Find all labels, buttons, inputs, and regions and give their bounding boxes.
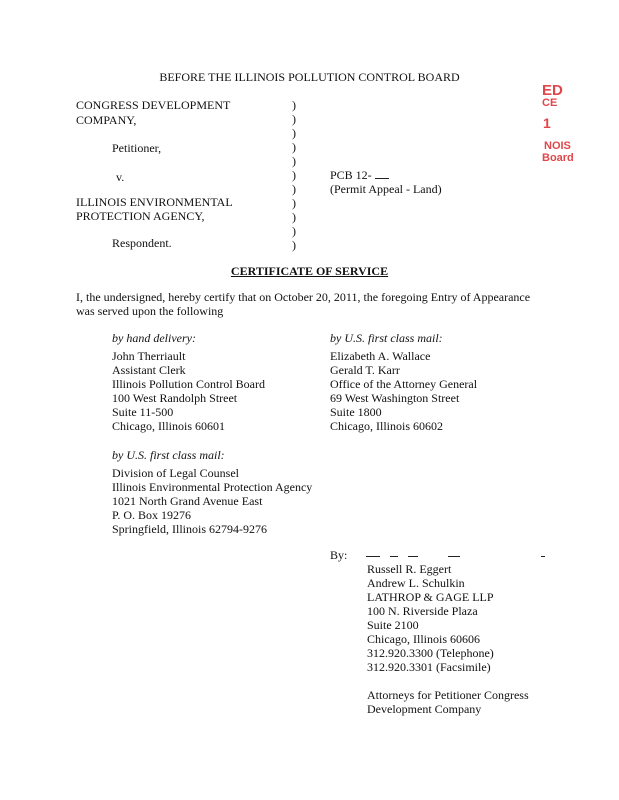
signature-line bbox=[541, 556, 545, 557]
service-address-line: Illinois Environmental Protection Agency bbox=[112, 480, 313, 494]
attorneys-for-1: Attorneys for Petitioner Congress bbox=[367, 688, 529, 702]
service-address-line: 1021 North Grand Avenue East bbox=[112, 494, 263, 508]
signature-by-label: By: bbox=[330, 548, 348, 562]
certificate-body-1: I, the undersigned, hereby certify that on October 20, 2011, the foregoing Entry of Appearance bbox=[76, 290, 531, 304]
caption-paren: ) bbox=[292, 154, 296, 168]
petitioner-name-2: COMPANY, bbox=[76, 113, 137, 127]
stamp-line-4: NOIS bbox=[544, 140, 571, 152]
case-number: PCB 12- bbox=[330, 168, 372, 182]
service-address-line: Springfield, Illinois 62794-9276 bbox=[112, 522, 267, 536]
signature-line bbox=[390, 556, 398, 557]
petitioner-name-1: CONGRESS DEVELOPMENT bbox=[76, 98, 231, 112]
signer-line: 100 N. Riverside Plaza bbox=[367, 604, 478, 618]
signer-line: Andrew L. Schulkin bbox=[367, 576, 465, 590]
service-address-line: John Therriault bbox=[112, 349, 186, 363]
service-address-line: Illinois Pollution Control Board bbox=[112, 377, 266, 391]
service-address-line: Suite 1800 bbox=[330, 405, 382, 419]
stamp-line-3: 1 bbox=[543, 115, 551, 131]
case-type: (Permit Appeal - Land) bbox=[330, 182, 442, 196]
caption-paren: ) bbox=[292, 238, 296, 252]
signer-line: Suite 2100 bbox=[367, 618, 419, 632]
caption-paren: ) bbox=[292, 98, 296, 112]
service-address-line: Suite 11-500 bbox=[112, 405, 174, 419]
stamp-line-2: CE bbox=[542, 97, 558, 109]
caption-paren: ) bbox=[292, 112, 296, 126]
respondent-name-2: PROTECTION AGENCY, bbox=[76, 209, 205, 223]
service-method-mail: by U.S. first class mail: bbox=[330, 331, 443, 345]
signer-line: 312.920.3300 (Telephone) bbox=[367, 646, 494, 660]
service-address-line: Gerald T. Karr bbox=[330, 363, 400, 377]
certificate-heading: CERTIFICATE OF SERVICE bbox=[230, 264, 389, 278]
caption-paren: ) bbox=[292, 168, 296, 182]
attorneys-for-2: Development Company bbox=[367, 702, 482, 716]
caption-paren: ) bbox=[292, 224, 296, 238]
signature-line bbox=[408, 556, 418, 557]
petitioner-role: Petitioner, bbox=[112, 141, 162, 155]
caption-paren: ) bbox=[292, 210, 296, 224]
service-method-mail-2: by U.S. first class mail: bbox=[112, 448, 225, 462]
signer-line: 312.920.3301 (Facsimile) bbox=[367, 660, 491, 674]
service-address-line: Assistant Clerk bbox=[112, 363, 186, 377]
signer-line: Russell R. Eggert bbox=[367, 562, 452, 576]
caption-paren: ) bbox=[292, 126, 296, 140]
case-number-blank bbox=[375, 178, 389, 179]
service-address-line: 69 West Washington Street bbox=[330, 391, 460, 405]
signature-line bbox=[448, 556, 460, 557]
stamp-line-5: Board bbox=[542, 152, 574, 164]
service-address-line: Chicago, Illinois 60601 bbox=[112, 419, 225, 433]
signer-line: LATHROP & GAGE LLP bbox=[367, 590, 494, 604]
respondent-name-1: ILLINOIS ENVIRONMENTAL bbox=[76, 195, 233, 209]
service-method-hand: by hand delivery: bbox=[112, 331, 196, 345]
signature-line bbox=[366, 556, 380, 557]
signer-line: Chicago, Illinois 60606 bbox=[367, 632, 480, 646]
service-address-line: Elizabeth A. Wallace bbox=[330, 349, 431, 363]
filed-stamp bbox=[0, 0, 619, 170]
caption-paren: ) bbox=[292, 182, 296, 196]
stamp-line-1: ED bbox=[542, 82, 563, 99]
versus: v. bbox=[116, 170, 125, 184]
service-address-line: 100 West Randolph Street bbox=[112, 391, 238, 405]
document-title: BEFORE THE ILLINOIS POLLUTION CONTROL BOARD bbox=[159, 70, 460, 84]
service-address-line: Office of the Attorney General bbox=[330, 377, 478, 391]
service-address-line: Division of Legal Counsel bbox=[112, 466, 239, 480]
service-address-line: P. O. Box 19276 bbox=[112, 508, 192, 522]
respondent-role: Respondent. bbox=[112, 236, 172, 250]
service-address-line: Chicago, Illinois 60602 bbox=[330, 419, 443, 433]
caption-paren: ) bbox=[292, 196, 296, 210]
caption-paren: ) bbox=[292, 140, 296, 154]
certificate-body-2: was served upon the following bbox=[76, 304, 224, 318]
